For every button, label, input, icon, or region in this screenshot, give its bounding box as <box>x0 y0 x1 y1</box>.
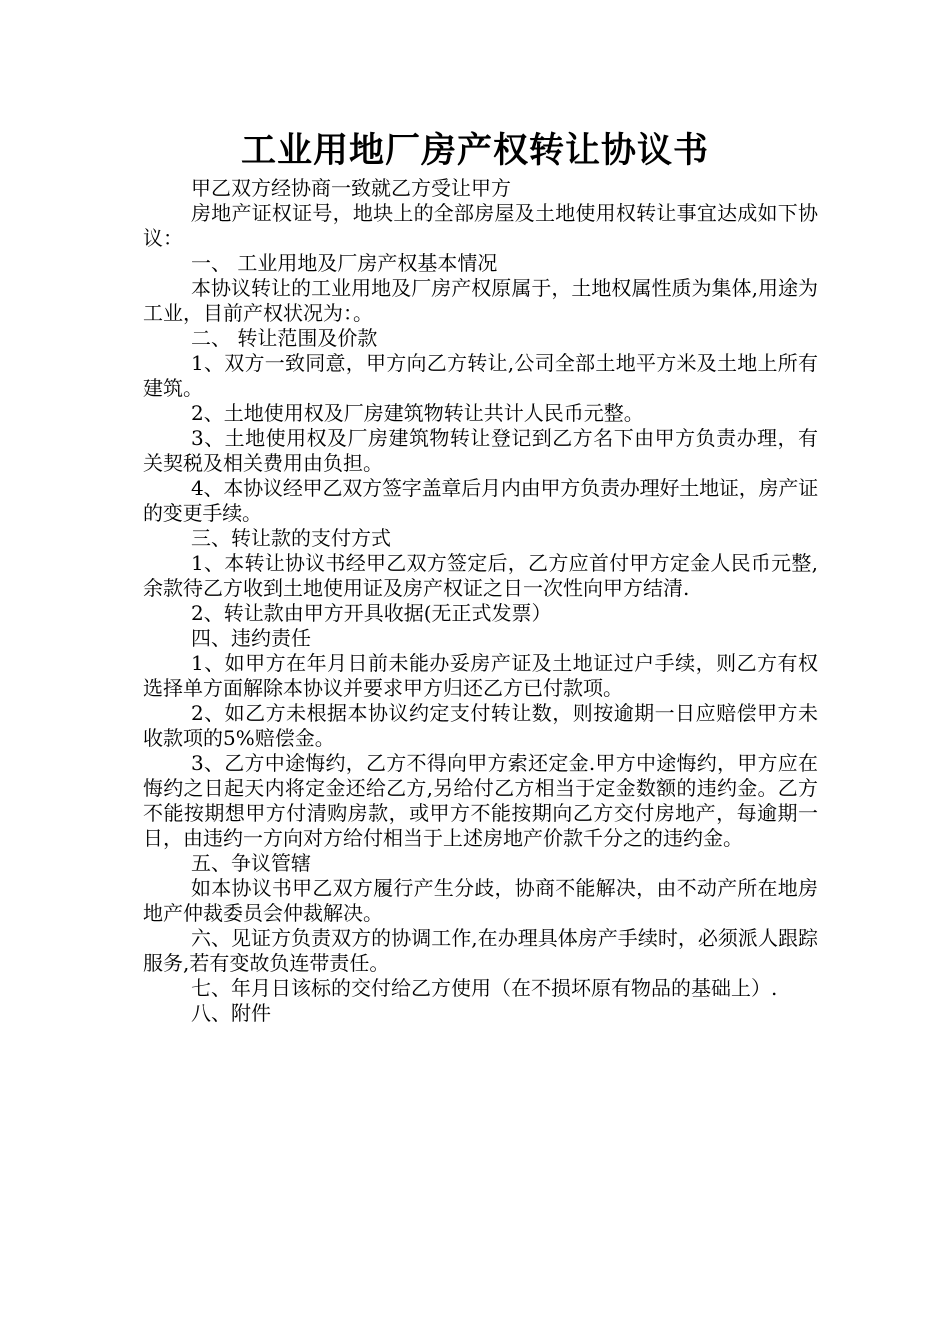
clause-paragraph: 1、如甲方在年月日前未能办妥房产证及土地证过户手续，则乙方有权选择单方面解除本协议并要求甲方归还乙方已付款项。 <box>143 651 818 700</box>
intro-paragraph: 甲乙双方经协商一致就乙方受让甲方 <box>191 176 511 200</box>
clause-paragraph: 3、土地使用权及厂房建筑物转让登记到乙方名下由甲方负责办理，有关契税及相关费用由负担。 <box>143 426 818 475</box>
clause-paragraph: 3、乙方中途悔约，乙方不得向甲方索还定金.甲方中途悔约，甲方应在悔约之日起天内将定金还给乙方,另给付乙方相当于定金数额的违约金。乙方不能按期想甲方付清购房款，或甲方不能按期向乙方交付房地产，每逾期一日，由违约一方向对方给付相当于上述房地产价款千分之的违约金。 <box>143 751 818 850</box>
section-heading: 三、转让款的支付方式 <box>191 526 391 550</box>
clause-paragraph: 七、年月日该标的交付给乙方使用（在不损坏原有物品的基础上）. <box>191 976 778 1000</box>
document-title: 工业用地厂房产权转让协议书 <box>240 131 709 171</box>
clause-paragraph: 2、土地使用权及厂房建筑物转让共计人民币元整。 <box>191 401 644 425</box>
clause-paragraph: 2、转让款由甲方开具收据(无正式发票） <box>191 601 552 625</box>
clause-paragraph: 六、见证方负责双方的协调工作,在办理具体房产手续时，必须派人跟踪服务,若有变故负连带责任。 <box>143 926 818 975</box>
clause-paragraph: 4、本协议经甲乙双方签字盖章后月内由甲方负责办理好土地证，房产证的变更手续。 <box>143 476 818 525</box>
document-body <box>143 176 818 1026</box>
clause-paragraph: 2、如乙方未根据本协议约定支付转让数，则按逾期一日应赔偿甲方未收款项的5%赔偿金。 <box>143 701 818 750</box>
section-heading: 八、附件 <box>191 1001 271 1025</box>
section-heading: 一、 工业用地及厂房产权基本情况 <box>191 251 498 275</box>
section-heading: 二、 转让范围及价款 <box>191 326 378 350</box>
clause-paragraph: 如本协议书甲乙双方履行产生分歧，协商不能解决，由不动产所在地房地产仲裁委员会仲裁解决。 <box>143 876 818 925</box>
section-heading: 五、争议管辖 <box>191 851 311 875</box>
intro-paragraph: 房地产证权证号，地块上的全部房屋及土地使用权转让事宜达成如下协议： <box>143 201 818 250</box>
clause-paragraph: 本协议转让的工业用地及厂房产权原属于，土地权属性质为集体,用途为工业，目前产权状况为：。 <box>143 276 818 325</box>
clause-paragraph: 1、本转让协议书经甲乙双方签定后，乙方应首付甲方定金人民币元整,余款待乙方收到土地使用证及房产权证之日一次性向甲方结清. <box>143 551 818 600</box>
section-heading: 四、违约责任 <box>191 626 311 650</box>
clause-paragraph: 1、双方一致同意，甲方向乙方转让,公司全部土地平方米及土地上所有建筑。 <box>143 351 818 400</box>
